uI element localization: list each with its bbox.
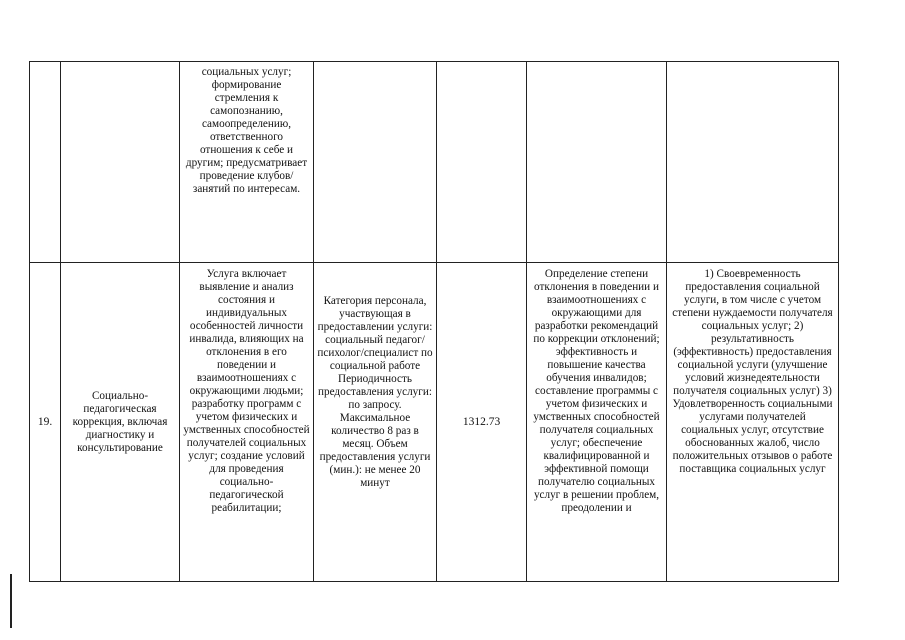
table-row-continuation bbox=[30, 62, 839, 263]
cell-number bbox=[30, 62, 61, 263]
cell-result bbox=[527, 62, 667, 263]
cell-description: социальных услуг; формирование стремления к самопознанию, самоопределению, ответственного отношения к себе и другим; предусматривает проведение клубов/ занятий по интересам. bbox=[180, 62, 314, 263]
service-personnel: Категория персонала, участвующая в предоставлении услуги: социальный педагог/психолог/специалист по социальной работе Периодичность предоставления услуги: по запросу. Максимальное количество 8 раз в месяц. Объем предоставления услуги (мин.): не менее 20 минут bbox=[314, 263, 437, 582]
service-result: Определение степени отклонения в поведении и взаимоотношениях с окружающими для разработки рекомендаций по коррекции отклонений; эффективность и повышение качества обучения инвалидов; составление программы с учетом физических и умственных способностей получателя социальных услуг; обеспечение квалифицированной и эффективной помощи получателю социальных услуг в решении проблем, преодолении и bbox=[527, 263, 667, 582]
service-quality: 1) Своевременность предоставления социальной услуги, в том числе с учетом степени нуждаемости получателя социальных услуг; 2) результативность (эффективность) предоставления социальной услуги (улучшение условий жизнедеятельности получателя социальных услуг) 3) Удовлетворенность социальными услугами получателей социальных услуг, отсутствие обоснованных жалоб, число положительных отзывов о работе поставщика социальных услуг bbox=[667, 263, 839, 582]
table-row-19 bbox=[30, 263, 839, 582]
service-tariff: 1312.73 bbox=[437, 263, 527, 582]
services-table bbox=[29, 61, 839, 582]
service-description: Услуга включает выявление и анализ состояния и индивидуальных особенностей личности инвалида, влияющих на отклонения в его поведении и взаимоотношениях с окружающими людьми; разработку программ с учетом физических и умственных способностей получателей социальных услуг; создание условий для проведения социально-педагогической реабилитации; bbox=[180, 263, 314, 582]
cell-personnel bbox=[314, 62, 437, 263]
cell-tariff bbox=[437, 62, 527, 263]
cell-quality bbox=[667, 62, 839, 263]
service-name: Социально-педагогическая коррекция, включая диагностику и консультирование bbox=[61, 263, 180, 582]
row-number: 19. bbox=[30, 263, 61, 582]
cell-service-name bbox=[61, 62, 180, 263]
margin-binding-line bbox=[10, 574, 12, 628]
